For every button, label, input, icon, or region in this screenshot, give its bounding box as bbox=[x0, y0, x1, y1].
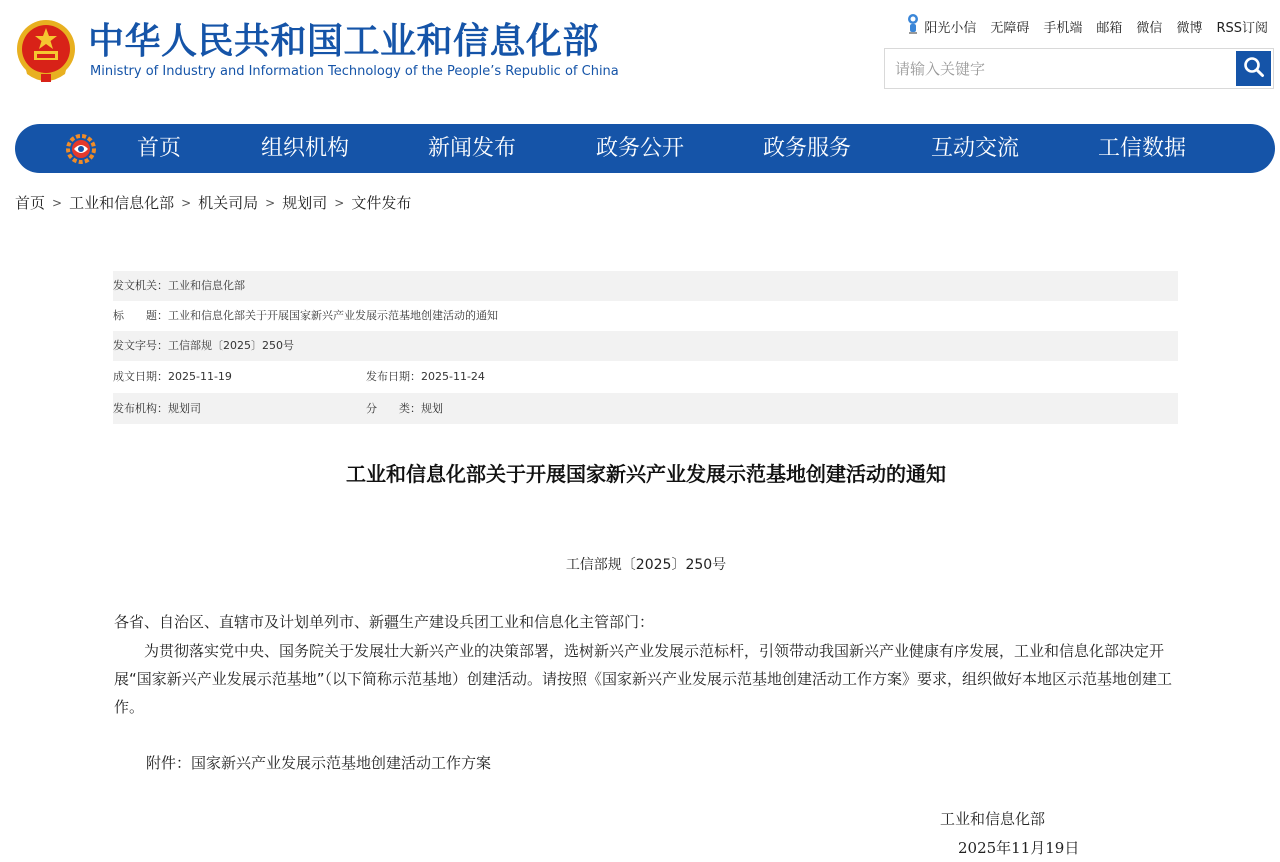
meta-label: 发布机构： bbox=[113, 402, 168, 415]
meta-value: 2025-11-24 bbox=[421, 370, 485, 383]
search-box bbox=[884, 48, 1274, 89]
article-addressee: 各省、自治区、直辖市及计划单列市、新疆生产建设兵团工业和信息化主管部门： bbox=[114, 613, 655, 631]
meta-row-org bbox=[113, 393, 1178, 424]
breadcrumb-separator: > bbox=[181, 196, 192, 210]
top-link-mail[interactable]: 邮箱 bbox=[1096, 20, 1123, 36]
breadcrumb-separator: > bbox=[265, 196, 276, 210]
search-input[interactable] bbox=[885, 49, 1233, 88]
national-emblem-icon bbox=[15, 18, 77, 84]
nav-gov-services[interactable]: 政务服务 bbox=[763, 136, 852, 161]
meta-value: 规划司 bbox=[168, 402, 201, 415]
top-link-label: 阳光小信 bbox=[924, 20, 977, 36]
meta-label: 分 类： bbox=[366, 402, 421, 415]
main-nav bbox=[15, 124, 1275, 173]
top-link-accessibility[interactable]: 无障碍 bbox=[990, 20, 1030, 36]
breadcrumb bbox=[15, 192, 411, 214]
nav-home[interactable]: 首页 bbox=[137, 136, 182, 161]
meta-value: 工业和信息化部 bbox=[168, 279, 245, 292]
breadcrumb-separator: > bbox=[52, 196, 63, 210]
breadcrumb-miit[interactable]: 工业和信息化部 bbox=[69, 194, 175, 212]
meta-label: 发文字号： bbox=[113, 339, 168, 352]
signature-date: 2025年11月19日 bbox=[958, 839, 1080, 857]
top-link-rss[interactable]: RSS订阅 bbox=[1216, 20, 1268, 36]
meta-value: 2025-11-19 bbox=[168, 370, 232, 383]
meta-value: 规划 bbox=[421, 402, 443, 415]
meta-row-title bbox=[113, 301, 1178, 331]
signature-org: 工业和信息化部 bbox=[940, 810, 1046, 828]
nav-gov-affairs[interactable]: 政务公开 bbox=[596, 136, 685, 161]
nav-interaction[interactable]: 互动交流 bbox=[931, 136, 1020, 161]
top-links bbox=[906, 14, 1268, 38]
article-attachment-link[interactable]: 附件：国家新兴产业发展示范基地创建活动工作方案 bbox=[146, 754, 492, 772]
nav-data[interactable]: 工信数据 bbox=[1098, 136, 1187, 161]
meta-label: 成文日期： bbox=[113, 370, 168, 383]
meta-row-dates bbox=[113, 361, 1178, 393]
site-title: 中华人民共和国工业和信息化部 bbox=[88, 21, 600, 62]
meta-label: 发文机关： bbox=[113, 279, 168, 292]
nav-news[interactable]: 新闻发布 bbox=[428, 136, 517, 161]
mascot-icon bbox=[906, 13, 920, 39]
article-title: 工业和信息化部关于开展国家新兴产业发展示范基地创建活动的通知 bbox=[346, 462, 946, 486]
meta-label: 标 题： bbox=[113, 309, 168, 322]
breadcrumb-home[interactable]: 首页 bbox=[15, 194, 46, 212]
search-button[interactable] bbox=[1236, 51, 1271, 86]
top-link-mobile[interactable]: 手机端 bbox=[1043, 20, 1083, 36]
breadcrumb-departments[interactable]: 机关司局 bbox=[198, 194, 259, 212]
meta-label: 发布日期： bbox=[366, 370, 421, 383]
breadcrumb-file-release[interactable]: 文件发布 bbox=[351, 194, 412, 212]
miit-logo-icon bbox=[65, 133, 97, 165]
search-icon bbox=[1243, 56, 1265, 82]
top-link-wechat[interactable]: 微信 bbox=[1136, 20, 1163, 36]
top-link-sunshine[interactable] bbox=[906, 13, 976, 39]
nav-organization[interactable]: 组织机构 bbox=[261, 136, 350, 161]
top-link-weibo[interactable]: 微博 bbox=[1176, 20, 1203, 36]
breadcrumb-planning-dept[interactable]: 规划司 bbox=[282, 194, 328, 212]
site-title-english: Ministry of Industry and Information Technology of the People’s Republic of China bbox=[90, 64, 619, 79]
breadcrumb-separator: > bbox=[334, 196, 345, 210]
meta-row-issuer bbox=[113, 271, 1178, 301]
document-meta-table bbox=[113, 271, 1178, 424]
meta-value: 工业和信息化部关于开展国家新兴产业发展示范基地创建活动的通知 bbox=[168, 309, 498, 322]
article-doc-number: 工信部规〔2025〕250号 bbox=[565, 557, 727, 573]
article-paragraph: 为贯彻落实党中央、国务院关于发展壮大新兴产业的决策部署，选树新兴产业发展示范标杆，引领带动我国新兴产业健康有序发展，工业和信息化部决定开展“国家新兴产业发展示范基地”（以下简称示范基地）创建活动。请按照《国家新兴产业发展示范基地创建活动工作方案》要求，组织做好本地区示范基地创建工作。 bbox=[114, 642, 1173, 716]
meta-value: 工信部规〔2025〕250号 bbox=[168, 339, 294, 352]
meta-row-doc-number bbox=[113, 331, 1178, 361]
